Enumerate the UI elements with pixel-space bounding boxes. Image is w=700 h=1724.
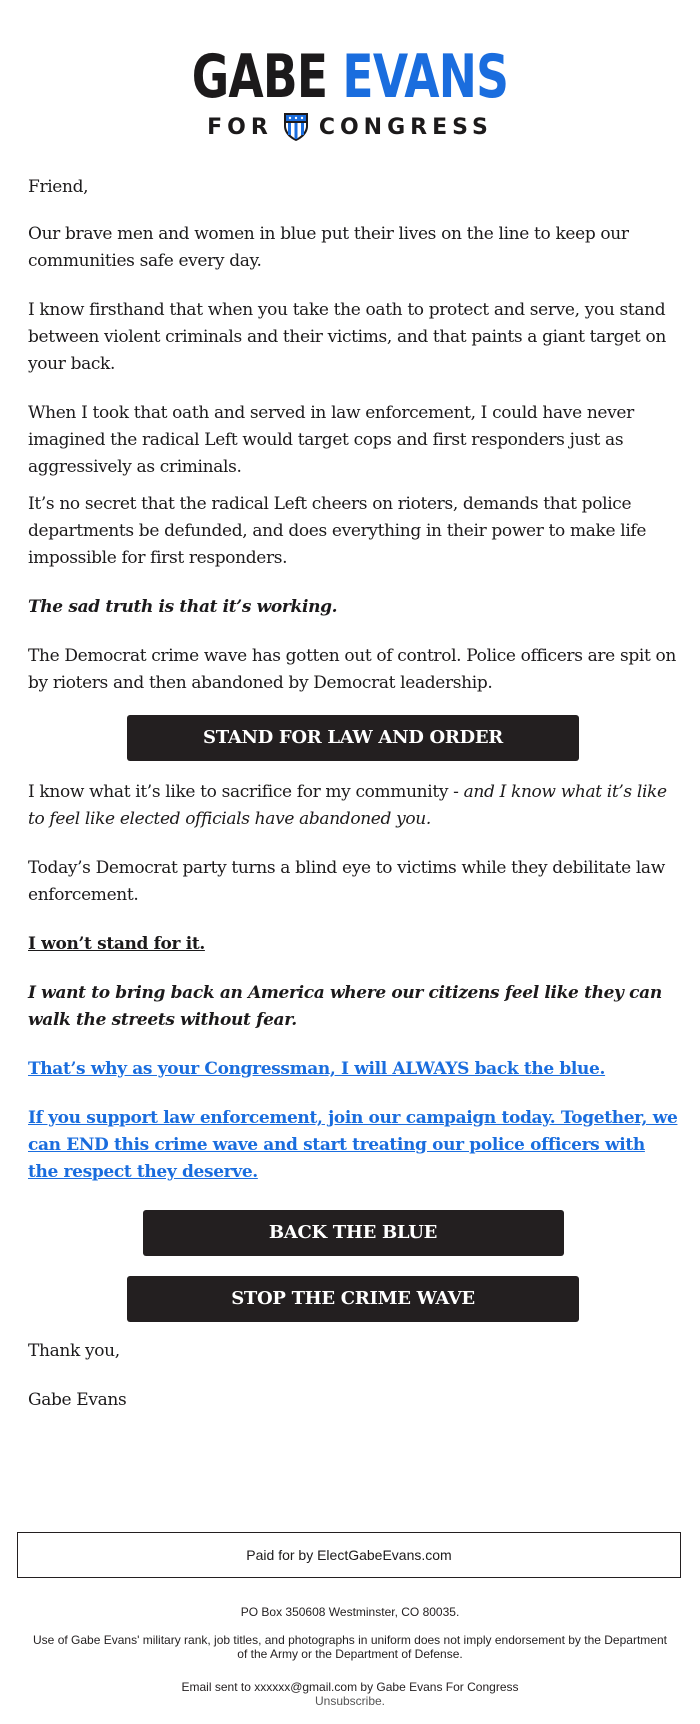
email-body bbox=[28, 174, 678, 1414]
paragraph-plain: I know what it’s like to sacrifice for my community - bbox=[28, 782, 464, 802]
email-sent-suffix: by Gabe Evans For Congress bbox=[357, 1680, 519, 1694]
campaign-logo bbox=[0, 42, 700, 142]
logo-for: FOR bbox=[207, 114, 273, 140]
email-sent-prefix: Email sent to bbox=[181, 1680, 255, 1694]
paragraph: It’s no secret that the radical Left cheers on rioters, demands that police departments be defunded, and does everything in their power to make life impossible for first responders. bbox=[28, 494, 647, 568]
paid-for-text: Paid for by ElectGabeEvans.com bbox=[246, 1547, 452, 1563]
logo-subtitle bbox=[0, 112, 700, 142]
back-the-blue-link[interactable]: That’s why as your Congressman, I will ALWAYS back the blue. bbox=[28, 1059, 606, 1079]
logo-title bbox=[84, 42, 616, 112]
logo-congress: CONGRESS bbox=[318, 114, 493, 140]
emphasis-paragraph: I want to bring back an America where our citizens feel like they can walk the streets without fear. bbox=[28, 983, 662, 1030]
footer-disclaimer: Use of Gabe Evans' military rank, job titles, and photographs in uniform does not imply endorsement by the Department of the Army or the Department of Defense. bbox=[33, 1633, 667, 1661]
emphasis-paragraph: I won’t stand for it. bbox=[28, 934, 205, 954]
footer-address: PO Box 350608 Westminster, CO 80035. bbox=[240, 1605, 460, 1619]
paragraph: Our brave men and women in blue put their lives on the line to keep our communities safe every day. bbox=[28, 224, 629, 271]
emphasis-paragraph: The sad truth is that it’s working. bbox=[28, 597, 338, 617]
paid-for-box bbox=[17, 1532, 681, 1578]
paragraph bbox=[28, 1105, 678, 1186]
logo-last-name: EVANS bbox=[342, 42, 509, 112]
recipient-email: xxxxxx@gmail.com bbox=[254, 1680, 358, 1694]
stand-for-law-and-order-button[interactable]: STAND FOR LAW AND ORDER bbox=[127, 715, 579, 761]
closing: Thank you, bbox=[28, 1341, 120, 1361]
paragraph-italic: and I know what it’s like to feel like elected officials have abandoned you. bbox=[28, 782, 667, 829]
shield-icon bbox=[283, 112, 309, 142]
unsubscribe-link[interactable]: Unsubscribe. bbox=[314, 1694, 386, 1708]
signature: Gabe Evans bbox=[28, 1390, 127, 1410]
footer-email-info bbox=[30, 1680, 670, 1708]
stop-the-crime-wave-button[interactable]: STOP THE CRIME WAVE bbox=[127, 1276, 579, 1322]
paragraph: I know firsthand that when you take the oath to protect and serve, you stand between violent criminals and their victims, and that paints a giant target on your back. bbox=[28, 300, 666, 374]
paragraph: Today’s Democrat party turns a blind eye to victims while they debilitate law enforcement. bbox=[28, 858, 665, 905]
logo-first-name: GABE bbox=[191, 42, 328, 112]
paragraph bbox=[28, 1056, 678, 1083]
paragraph: When I took that oath and served in law enforcement, I could have never imagined the radical Left would target cops and first responders just as aggressively as criminals. bbox=[28, 403, 634, 477]
join-campaign-link[interactable]: If you support law enforcement, join our campaign today. Together, we can END this crime wave and start treating our police officers with the respect they deserve. bbox=[28, 1108, 678, 1182]
paragraph bbox=[28, 779, 678, 833]
greeting: Friend, bbox=[28, 177, 89, 197]
paragraph: The Democrat crime wave has gotten out of control. Police officers are spit on by rioters and then abandoned by Democrat leadership. bbox=[28, 646, 676, 693]
back-the-blue-button[interactable]: BACK THE BLUE bbox=[143, 1210, 564, 1256]
